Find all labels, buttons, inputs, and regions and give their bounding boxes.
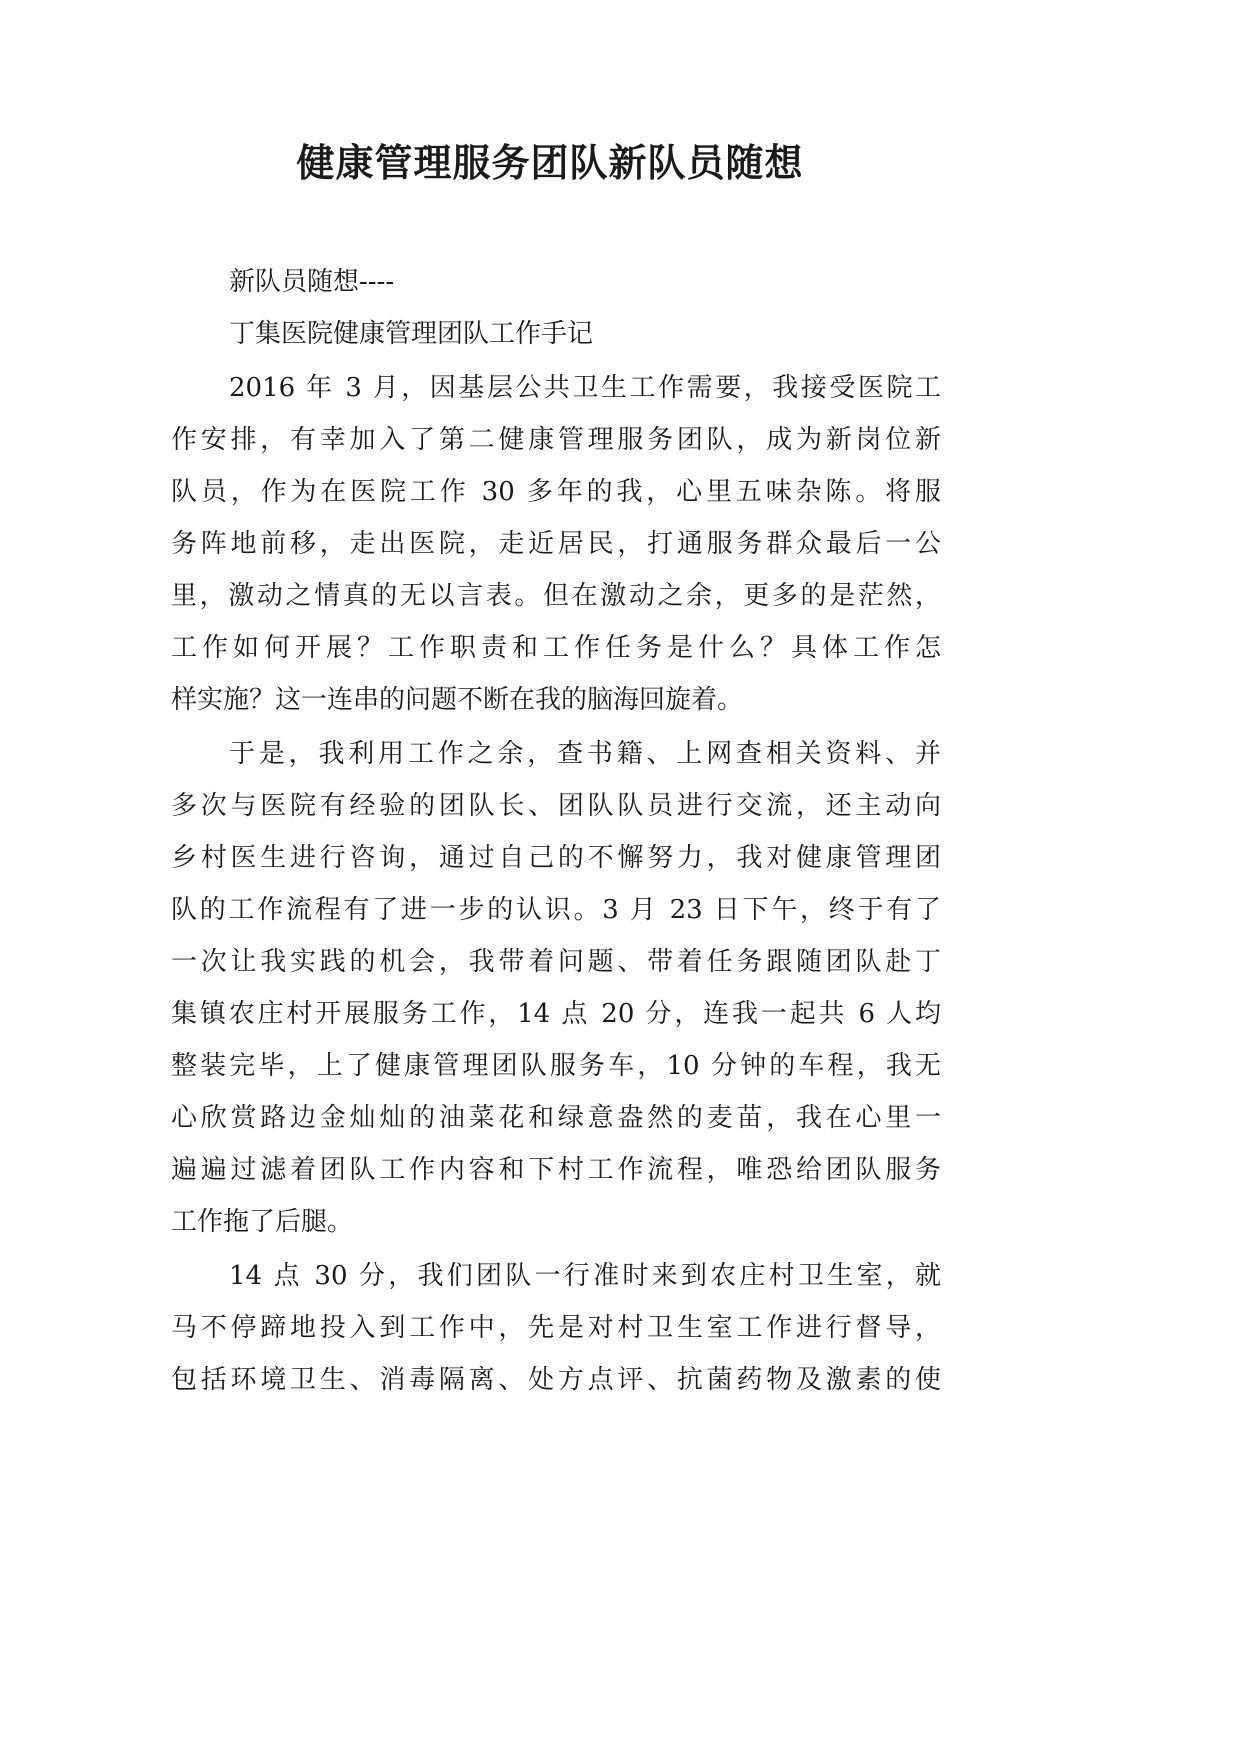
paragraph-1-line-6: 工作如何开展？工作职责和工作任务是什么？具体工作怎 [171, 633, 941, 663]
paragraph-3-line-3: 包括环境卫生、消毒隔离、处方点评、抗菌药物及激素的使 [171, 1365, 941, 1395]
paragraph-1-line-4: 务阵地前移，走出医院，走近居民，打通服务群众最后一公 [171, 529, 941, 559]
paragraph-2-line-5: 一次让我实践的机会，我带着问题、带着任务跟随团队赴丁 [171, 947, 941, 977]
paragraph-2-line-4: 队的工作流程有了进一步的认识。3 月 23 日下午，终于有了 [171, 895, 941, 925]
paragraph-2-line-7: 整装完毕，上了健康管理团队服务车，10 分钟的车程，我无 [171, 1051, 941, 1081]
paragraph-2-line-9: 遍遍过滤着团队工作内容和下村工作流程，唯恐给团队服务 [171, 1155, 941, 1185]
paragraph-1-line-7: 样实施？这一连串的问题不断在我的脑海回旋着。 [171, 685, 744, 715]
paragraph-1-line-1: 2016 年 3 月，因基层公共卫生工作需要，我接受医院工 [229, 373, 941, 403]
paragraph-2-line-3: 乡村医生进行咨询，通过自己的不懈努力，我对健康管理团 [171, 843, 941, 873]
document-subtitle: 新队员随想---- [229, 267, 395, 297]
paragraph-2-line-1: 于是，我利用工作之余，查书籍、上网查相关资料、并 [229, 739, 941, 769]
paragraph-2-line-6: 集镇农庄村开展服务工作，14 点 20 分，连我一起共 6 人均 [171, 999, 941, 1029]
document-byline: 丁集医院健康管理团队工作手记 [229, 319, 594, 349]
paragraph-2-line-8: 心欣赏路边金灿灿的油菜花和绿意盎然的麦苗，我在心里一 [171, 1103, 941, 1133]
paragraph-2-line-2: 多次与医院有经验的团队长、团队队员进行交流，还主动向 [171, 791, 941, 821]
paragraph-1-line-2: 作安排，有幸加入了第二健康管理服务团队，成为新岗位新 [171, 425, 941, 455]
paragraph-2-line-10: 工作拖了后腿。 [171, 1207, 354, 1237]
paragraph-3-line-2: 马不停蹄地投入到工作中，先是对村卫生室工作进行督导， [171, 1313, 941, 1343]
paragraph-1-line-3: 队员，作为在医院工作 30 多年的我，心里五味杂陈。将服 [171, 477, 941, 507]
document-title: 健康管理服务团队新队员随想 [296, 141, 804, 185]
paragraph-3-line-1: 14 点 30 分，我们团队一行准时来到农庄村卫生室，就 [229, 1261, 941, 1291]
paragraph-1-line-5: 里，激动之情真的无以言表。但在激动之余，更多的是茫然， [171, 581, 941, 611]
